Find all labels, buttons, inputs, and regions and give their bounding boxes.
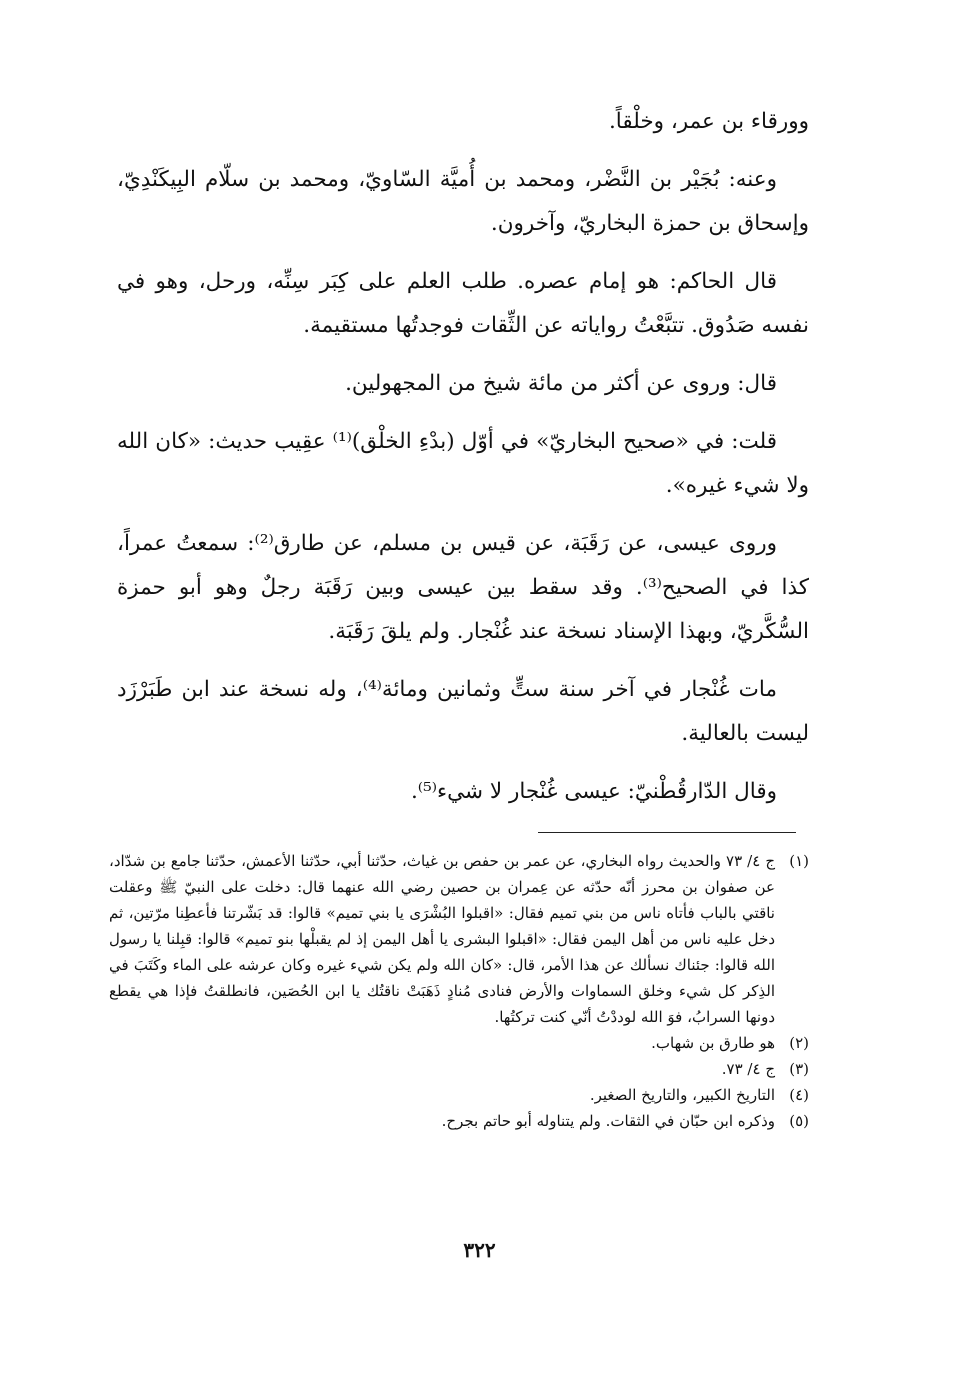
footnotes [109, 848, 809, 1134]
footnote-text: ج ٤/ ٧٣. [721, 1060, 775, 1078]
paragraph-7: مات غُنْجار في آخر سنة ستٍّ وثمانين ومائة⁽⁴⁾، وله نسخة عند ابن طَبَرْزَد ليست بالعالية. [117, 677, 809, 746]
footnote-text: التاريخ الكبير، والتاريخ الصغير. [589, 1086, 775, 1104]
footnote-number: (٥) [789, 1112, 809, 1130]
footnote-divider [538, 832, 796, 833]
paragraph-8: وقال الدّارقُطْنيّ: عيسى غُنْجار لا شيء⁽⁵⁾. [410, 779, 777, 804]
main-text [117, 100, 809, 828]
footnote-number: (٣) [789, 1060, 809, 1078]
footnote-3 [109, 1056, 809, 1082]
page-number: ٣٢٢ [463, 1238, 496, 1262]
footnote-1 [109, 848, 809, 1030]
paragraph-3: قال الحاكم: هو إمام عصره. طلب العلم على كِبَر سِنِّه، ورحل، وهو في نفسه صَدُوق. تتبَّعْتُ رواياته عن الثِّقات فوجدتُها مستقيمة. [117, 269, 809, 338]
footnote-text: هو طارق بن شهاب. [651, 1034, 775, 1052]
footnote-2 [109, 1030, 809, 1056]
footnote-5 [109, 1108, 809, 1134]
paragraph-4: قال: وروى عن أكثر من مائة شيخ من المجهولين. [345, 371, 777, 396]
footnote-number: (١) [789, 852, 809, 870]
footnote-text: ج ٤/ ٧٣ والحديث رواه البخاري، عن عمر بن حفص بن غياث، حدّثنا أبي، حدّثنا الأعمش، حدّثنا جامع بن شدّاد، عن صفوان بن محرز أنّه حدّثه عن عِمران بن حصين رضي الله عنهما قال: دخلت على النبيّ ﷺ وعقلت ناقتي بالباب فأتاه ناس من بني تميم فقال: «اقبلوا البُشْرَى يا بني تميم» قالوا: قد بَشّرتنا فأعطِنا مرّتين، ثم دخل عليه ناس من أهل اليمن فقال: «اقبلوا البشرى يا أهل اليمن إذ لم يقبلْها بنو تميم» قالوا: قبِلنا يا رسول الله قالوا: جئناك نسألك عن هذا الأمر، قال: «كان الله ولم يكن شيء غيره وكان عرشه على الماء وكَتَبَ في الذِكر كل شيء وخلق السماوات والأرض فنادى مُنادٍ ذَهَبَتْ ناقتُك يا ابن الحُصَين، فانطلقتُ فإذا هي يقطع دونها السرابُ، فوَ الله لوددْتُ أنّي كنت تركتُها. [109, 852, 775, 1026]
paragraph-6: وروى عيسى، عن رَقَبَة، عن قيس بن مسلم، عن طارق⁽²⁾: سمعتُ عمراً، كذا في الصحيح⁽³⁾. وقد سقط بين عيسى وبين رَقَبَة رجلٌ وهو أبو حمزة السُّكَّريّ، وبهذا الإسناد نسخة عند غُنْجار. ولم يلقَ رَقَبَة. [117, 531, 810, 644]
paragraph-2: وعنه: بُجَيْر بن النَّضْر، ومحمد بن أُميَّة السّاويّ، ومحمد بن سلّام البِيكَنْدِيّ، وإسحاق بن حمزة البخاريّ، وآخرون. [117, 167, 809, 236]
footnote-number: (٢) [789, 1034, 809, 1052]
footnote-4 [109, 1082, 809, 1108]
footnote-number: (٤) [789, 1086, 809, 1104]
paragraph-1: وورقاء بن عمر، وخلْقاً. [608, 109, 809, 134]
footnote-text: وذكره ابن حبّان في الثقات. ولم يتناوله أبو حاتم بجرح. [441, 1112, 775, 1130]
paragraph-5: قلت: في «صحيح البخاريّ» في أوّل (بدْءِ الخلْق)⁽¹⁾ عقِيب حديث: «كان الله ولا شيء غيره». [117, 429, 809, 498]
